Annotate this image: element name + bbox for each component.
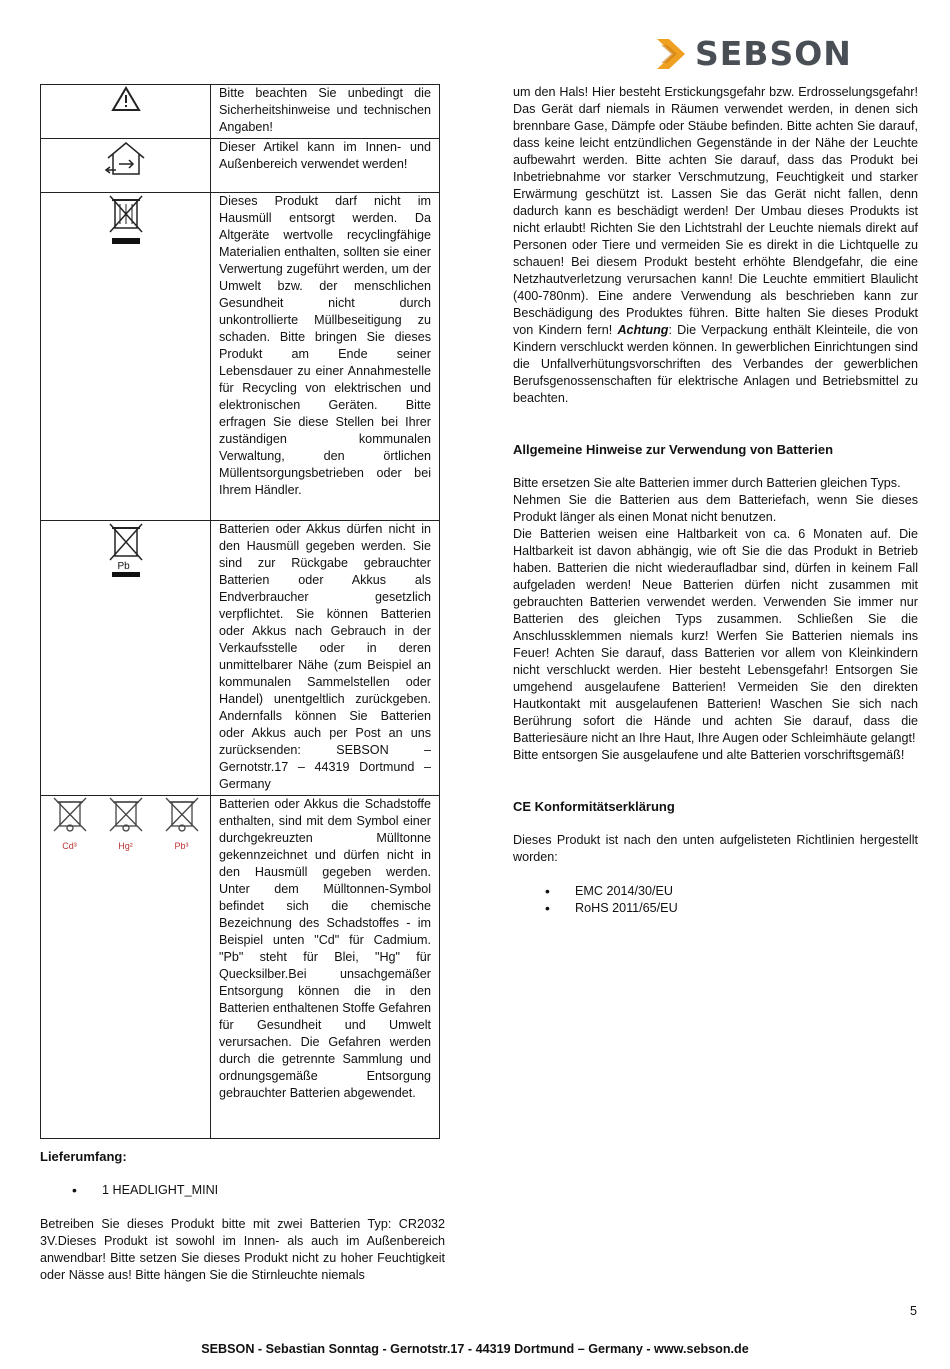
icon-cell — [41, 193, 211, 521]
row-text: Dieses Produkt darf nicht im Hausmüll entsorgt werden. Da Altgeräte wertvolle recyclingfähige Materialien enthalten, sollten sie einer Verwertung zugeführt werden, um der Umwelt bzw. der menschlichen Gesundheit nicht durch unkontrollierte Müllbeseitigung zu schaden. Bitte bringen Sie dieses Produkt am Ende seiner Lebensdauer zu einer Annahmestelle für Recycling von elektrischen und elektronischen Geräten. Bitte erfragen Sie diese Stellen bei Ihrer zuständigen kommunalen Verwaltung, den örtlichen Müllentsorgungsbetrieben oder bei Ihrem Händler. — [211, 193, 440, 521]
indoor-outdoor-house-icon — [102, 140, 150, 178]
page-footer: SEBSON - Sebastian Sonntag - Gernotstr.17 - 44319 Dortmund – Germany - www.sebson.de — [201, 1342, 749, 1356]
delivery-section — [40, 1148, 445, 1284]
warning-triangle-icon — [111, 86, 141, 112]
sebson-chevron-icon — [655, 37, 689, 71]
ce-heading: CE Konformitätserklärung — [513, 799, 675, 814]
table-row — [41, 85, 440, 139]
brand-name: SEBSON — [695, 34, 852, 73]
battery-paragraph: Die Batterien weisen eine Haltbarkeit von ca. 6 Monaten auf. Die Haltbarkeit ist davon abhängig, wie oft Sie die das Produkt in Betrieb haben. Batterien die nicht wiederaufladbar sind, dürfen in keinem Fall aufgeladen werden! Neue Batterien dürfen nicht zusammen mit gebrauchten Batterien verwendet werden. Verwenden Sie immer nur Batterien des gleichen Typs zusammen. Schließen Sie die Anschlussklemmen niemals kurz! Werfen Sie Batterien niemals ins Feuer! Achten Sie darauf, dass Batterien vor allem von Kleinkindern nicht verschluckt werden. Hier besteht Lebensgefahr! Entsorgen Sie umgehend ausgelaufene Batterien! Vermeiden Sie den direkten Hautkontakt mit ausgelaufenen Batterien! Waschen Sie sich nach Berührung sofort die Hände und achten Sie darauf, dass die Batteriesäure nicht an Ihre Haut, Ihre Augen oder Schleimhäute gelangt! — [513, 527, 918, 745]
crossed-bin-icon — [106, 194, 146, 246]
sebson-logo — [655, 34, 852, 73]
safety-text-after: : Die Verpackung enthält Kleinteile, die von Kindern verschluckt werden können. In gewerblichen Einrichtungen sind die Unfallverhütungsvorschriften des Verbandes der gewerblichen Berufsgenossenschaften für elektrische Anlagen und Betriebsmittel zu beachten. — [513, 323, 918, 405]
crossed-bin-icon — [162, 797, 202, 833]
delivery-list — [40, 1182, 445, 1199]
icon-cell — [41, 85, 211, 139]
crossed-bin-icon — [50, 797, 90, 833]
table-row — [41, 139, 440, 193]
battery-paragraph: Bitte ersetzen Sie alte Batterien immer durch Batterien gleichen Typs. — [513, 476, 901, 490]
row-text: Batterien oder Akkus dürfen nicht in den Hausmüll gegeben werden. Sie sind zur Rückgabe gebrauchter Batterien oder Akkus als Endverbraucher gesetzlich verpflichtet. Sie können Batterien oder Akkus nach Gebrauch in der Verkaufsstelle oder in deren unmittelbarer Nähe (zum Beispiel an kommunalen Sammelstellen oder Handel) unentgeltlich zurückgeben. Andernfalls können Sie Batterien oder Akkus auch per Post an uns zurücksenden: SEBSON – Gernotstr.17 – 44319 Dortmund – Germany — [211, 521, 440, 796]
achtung-label: Achtung — [617, 323, 669, 337]
page-number: 5 — [910, 1304, 918, 1318]
battery-heading: Allgemeine Hinweise zur Verwendung von Batterien — [513, 442, 834, 457]
list-item: • EMC 2014/30/EU — [513, 883, 918, 900]
delivery-heading: Lieferumfang: — [40, 1149, 127, 1164]
ce-list — [513, 883, 918, 917]
icon-cell — [41, 521, 211, 796]
table-row — [41, 796, 440, 1139]
table-row — [41, 521, 440, 796]
crossed-bin-icon — [106, 797, 146, 833]
right-column — [513, 84, 918, 917]
safety-text-before: um den Hals! Hier besteht Erstickungsgefahr bzw. Erdrosselungsgefahr! Das Gerät darf niemals in Räumen verwendet werden, in denen sich brennbare Gase, Dämpfe oder Stäube befinden. Bitte achten Sie darauf, dass keine leicht entzündlichen Gegenstände in der Nähe der Leuchte aufbewahrt werden. Bitte achten Sie darauf, dass das Produkt bei Inbetriebnahme vor starker Verschmutzung, Feuchtigkeit und starker Erwärmung geschützt ist. Lassen Sie das Gerät nicht fallen, denn dadurch kann es beschädigt werden! Der Umbau dieses Produkts ist nicht erlaubt! Richten Sie den Lichtstrahl der Leuchte niemals direkt auf Personen oder Tiere und vermeiden Sie es direkt in die Lichtquelle zu schauen! Bei diesem Produkt besteht erhöhte Blendgefahr, die eine Netzhautverletzung verursachen kann! Die Leuchte emmitiert Blaulicht (400-780nm). Eine andere Verwendung als beschrieben kann zur Beschädigung des Produktes führen. Bitte halten Sie dieses Produkt von Kindern fern! — [513, 85, 918, 337]
list-item: • RoHS 2011/65/EU — [513, 900, 918, 917]
hg-label: Hg² — [118, 841, 133, 851]
table-row — [41, 193, 440, 521]
battery-paragraph: Bitte entsorgen Sie ausgelaufene und alte Batterien vorschriftsgemäß! — [513, 748, 905, 762]
symbol-table — [40, 84, 440, 1139]
three-crossed-bins-icon — [42, 797, 209, 855]
cd-label: Cd³ — [62, 841, 77, 851]
pb-label: Pb³ — [174, 841, 189, 851]
icon-cell — [41, 796, 211, 1139]
list-item: • 1 HEADLIGHT_MINI — [40, 1182, 445, 1199]
row-text: Dieser Artikel kann im Innen- und Außenbereich verwendet werden! — [211, 139, 440, 193]
row-text: Batterien oder Akkus die Schadstoffe enthalten, sind mit dem Symbol einer durchgekreuzten Mülltonne gekennzeichnet und dürfen nicht in den Hausmüll gegeben werden. Unter dem Mülltonnen-Symbol befindet sich die chemische Bezeichnung des Schadstoffes - im Beispiel unten "Cd" für Cadmium. "Pb" steht für Blei, "Hg" für Quecksilber.Bei unsachgemäßer Entsorgung können die in den Batterien enthaltenen Stoffe Gefahren für Gesundheit und Umwelt verursachen. Die Gefahren werden durch die getrennte Sammlung und ordnungsgemäße Entsorgung gebrauchter Batterien abgewendet. — [211, 796, 440, 1139]
crossed-bin-pb-icon — [106, 522, 146, 578]
ce-text: Dieses Produkt ist nach den unten aufgelisteten Richtlinien hergestellt worden: — [513, 833, 918, 864]
pb-label: Pb — [117, 561, 130, 572]
delivery-text: Betreiben Sie dieses Produkt bitte mit zwei Batterien Typ: CR2032 3V.Dieses Produkt ist sowohl im Innen- als auch im Außenbereich anwendbar! Bitte setzen Sie dieses Produkt nicht zu hoher Feuchtigkeit oder Nässe aus! Bitte hängen Sie die Stirnleuchte niemals — [40, 1217, 445, 1282]
battery-paragraph: Nehmen Sie die Batterien aus dem Batteriefach, wenn Sie dieses Produkt länger als einen Monat nicht benutzen. — [513, 493, 918, 524]
safety-text — [513, 84, 918, 407]
row-text: Bitte beachten Sie unbedingt die Sicherheitshinweise und technischen Angaben! — [211, 85, 440, 139]
icon-cell — [41, 139, 211, 193]
